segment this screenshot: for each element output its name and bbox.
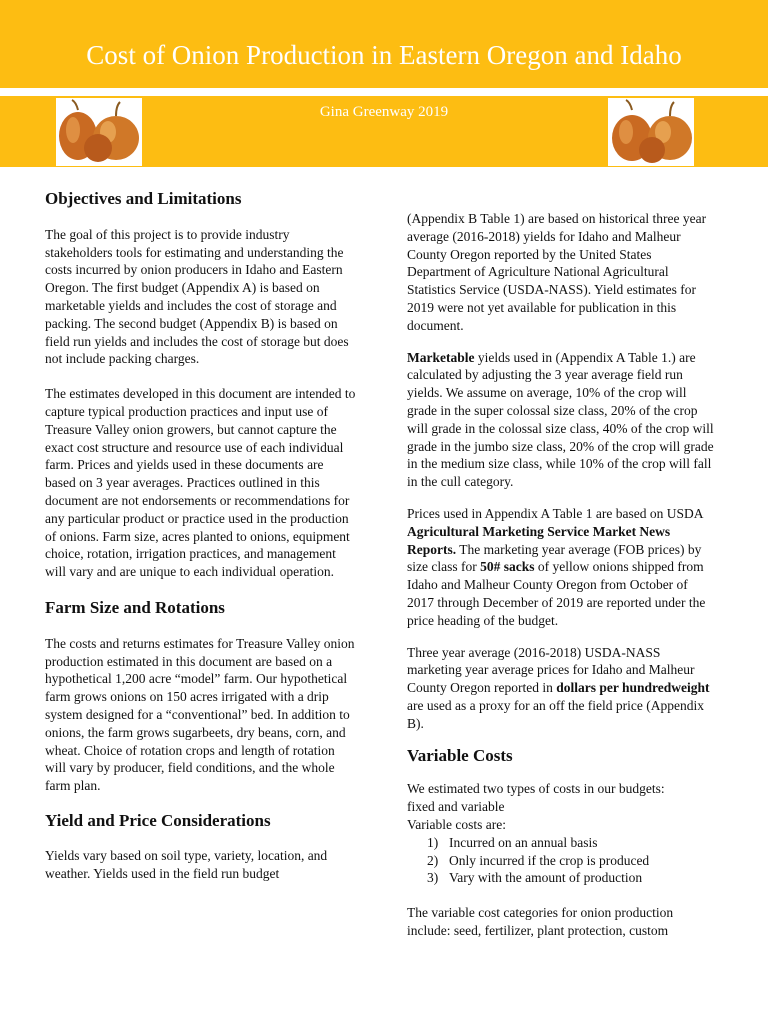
title-banner bbox=[0, 0, 768, 88]
yield-price-paragraph: Yields vary based on soil type, variety, location, and weather. Yields used in the field run budget bbox=[45, 847, 328, 881]
appendix-b-paragraph: (Appendix B Table 1) are based on historical three year average (2016-2018) yields for Idaho and Malheur County Oregon reported by the United States Department of Agriculture National Agricultural Statistics Service (USDA-NASS). Yield estimates for 2019 were not yet available for publication in this document. bbox=[407, 211, 707, 333]
document-title: Cost of Onion Production in Eastern Oregon and Idaho bbox=[86, 40, 682, 70]
list-item bbox=[407, 869, 717, 887]
marketable-text: yields used in (Appendix A Table 1.) are calculated by adjusting the 3 year average field run yields. We assume on average, 10% of the crop will grade in the super colossal size class, 20% of the crop will grade in the colossal size class, 40% of the crop will grade in the jumbo size class, 20% of the crop will grade in the medium size class, while 10% of the crop will fall in the cull category. bbox=[407, 349, 714, 490]
list-item bbox=[407, 852, 717, 870]
variable-costs-list bbox=[407, 834, 717, 887]
list-item-number: 1) bbox=[427, 834, 439, 850]
list-item-number: 2) bbox=[427, 852, 439, 868]
prices-text-2: The marketing year average (FOB prices) by size class for bbox=[407, 541, 702, 575]
list-item bbox=[407, 834, 717, 852]
nass-text-2: are used as a proxy for an off the field price (Appendix B). bbox=[407, 697, 705, 731]
prices-bold-1: Agricultural Marketing Service Market News Reports. bbox=[407, 523, 671, 557]
nass-text-1: Three year average (2016-2018) USDA-NASS marketing year average prices for Idaho and Malheur County Oregon reported in bbox=[407, 644, 695, 696]
list-item-text: Vary with the amount of production bbox=[449, 870, 643, 886]
variable-costs-line-1: We estimated two types of costs in our budgets: bbox=[407, 781, 665, 797]
marketable-bold: Marketable bbox=[407, 349, 475, 365]
prices-text-1: Prices used in Appendix A Table 1 are based on USDA bbox=[407, 505, 703, 521]
objectives-heading: Objectives and Limitations bbox=[45, 189, 242, 208]
variable-costs-paragraph-2: The variable cost categories for onion production include: seed, fertilizer, plant protection, custom bbox=[407, 905, 674, 938]
author-line: Gina Greenway 2019 bbox=[319, 104, 449, 120]
list-item-text: Incurred on an annual basis bbox=[449, 834, 598, 850]
prices-bold-2: 50# sacks bbox=[480, 559, 535, 575]
list-item-number: 3) bbox=[427, 870, 439, 886]
left-column bbox=[45, 190, 357, 882]
nass-bold: dollars per hundredweight bbox=[556, 680, 710, 696]
farm-size-heading: Farm Size and Rotations bbox=[45, 597, 225, 617]
variable-costs-line-2: fixed and variable bbox=[407, 799, 505, 815]
prices-paragraph bbox=[407, 505, 717, 630]
onion-photo-left bbox=[56, 98, 142, 166]
list-item-text: Only incurred if the crop is produced bbox=[449, 852, 650, 868]
right-column bbox=[407, 210, 717, 940]
marketable-paragraph bbox=[407, 349, 717, 491]
variable-costs-heading: Variable Costs bbox=[407, 745, 513, 765]
objectives-paragraph-1: The goal of this project is to provide industry stakeholders tools for estimating and understanding the costs incurred by onion producers in Idaho and Eastern Oregon. The first budget (Appendix A) is based on marketable yields and includes the cost of storage and packing. The second budget (Appendix B) is based on field run yields and includes the cost of storage but does not include packing charges. bbox=[45, 226, 349, 367]
yield-price-heading: Yield and Price Considerations bbox=[45, 810, 271, 830]
farm-size-paragraph: The costs and returns estimates for Treasure Valley onion production estimated in this document are based on a hypothetical 1,200 acre “model” farm. Our hypothetical farm grows onions on 150 acres irrigated with a drip system designed for a “conventional” bed. In addition to onions, the farm grows sugarbeets, dry beans, corn, and wheat. Choice of rotation crops and length of rotation will vary by producer, field conditions, and the whole farm plan. bbox=[45, 635, 355, 794]
objectives-paragraph-2: The estimates developed in this document are intended to capture typical production practices and input use of Treasure Valley onion growers, but cannot capture the exact cost structure and resource use of each individual farm. Prices and yields used in these documents are based on 3 year averages. Practices outlined in this document are not endorsements or recommendations for any particular product or practice used in the production of onions. Farm size, acres planted to onions, equipment choice, rotation, irrigation practices, and management will vary and are unique to each individual operation. bbox=[45, 386, 356, 580]
prices-text-3: of yellow onions shipped from Idaho and Malheur County Oregon from October of 2017 through December of 2019 are reported under the price heading of the budget. bbox=[407, 559, 706, 628]
nass-paragraph bbox=[407, 644, 717, 733]
onion-photo-right bbox=[608, 98, 694, 166]
variable-costs-list-intro: Variable costs are: bbox=[407, 816, 506, 832]
